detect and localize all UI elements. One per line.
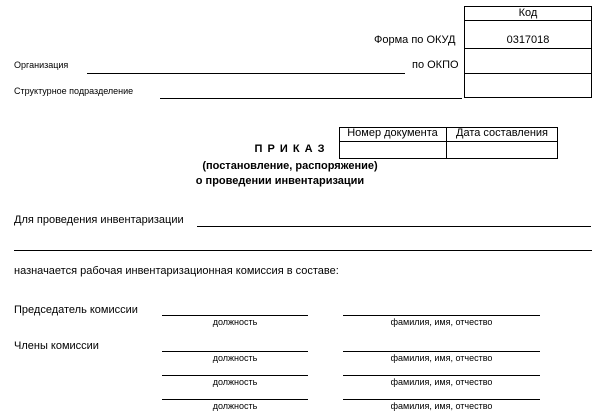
member-3-name-caption: фамилия, имя, отчество bbox=[390, 401, 493, 411]
purpose-label: Для проведения инвентаризации bbox=[14, 214, 184, 226]
member-2-name-field[interactable] bbox=[343, 375, 540, 376]
chairman-label: Председатель комиссии bbox=[14, 304, 138, 316]
doc-number-header: Номер документа bbox=[347, 127, 438, 139]
chairman-position-caption: должность bbox=[212, 317, 258, 327]
chairman-position-field[interactable] bbox=[162, 315, 308, 316]
code-table-divider-1 bbox=[464, 20, 592, 21]
member-1-name-caption: фамилия, имя, отчество bbox=[390, 353, 493, 363]
member-1-position-field[interactable] bbox=[162, 351, 308, 352]
organization-label: Организация bbox=[14, 60, 69, 70]
doc-date-header: Дата составления bbox=[456, 127, 548, 139]
commission-text: назначается рабочая инвентаризационная комиссия в составе: bbox=[14, 265, 339, 277]
doc-date-cell[interactable] bbox=[447, 142, 557, 158]
okud-label: Форма по ОКУД bbox=[374, 34, 456, 46]
chairman-name-caption: фамилия, имя, отчество bbox=[390, 317, 493, 327]
code-header: Код bbox=[518, 7, 538, 19]
purpose-field[interactable] bbox=[197, 226, 591, 227]
member-2-name-caption: фамилия, имя, отчество bbox=[390, 377, 493, 387]
page-subtitle-1: (постановление, распоряжение) bbox=[202, 160, 378, 172]
code-table-divider-3 bbox=[464, 73, 592, 74]
chairman-name-field[interactable] bbox=[343, 315, 540, 316]
member-3-position-caption: должность bbox=[212, 401, 258, 411]
purpose-field-continued[interactable] bbox=[14, 250, 592, 251]
member-2-position-caption: должность bbox=[212, 377, 258, 387]
department-label: Структурное подразделение bbox=[14, 86, 134, 96]
member-3-position-field[interactable] bbox=[162, 399, 308, 400]
code-table-divider-2 bbox=[464, 48, 592, 49]
member-2-position-field[interactable] bbox=[162, 375, 308, 376]
organization-field[interactable] bbox=[87, 73, 405, 74]
department-field[interactable] bbox=[160, 98, 462, 99]
members-label: Члены комиссии bbox=[14, 340, 99, 352]
okud-value: 0317018 bbox=[506, 34, 550, 46]
okpo-label: по ОКПО bbox=[412, 59, 459, 71]
member-3-name-field[interactable] bbox=[343, 399, 540, 400]
member-1-name-field[interactable] bbox=[343, 351, 540, 352]
page-subtitle-2: о проведении инвентаризации bbox=[195, 175, 365, 187]
member-1-position-caption: должность bbox=[212, 353, 258, 363]
page-title: П Р И К А З bbox=[254, 143, 326, 155]
